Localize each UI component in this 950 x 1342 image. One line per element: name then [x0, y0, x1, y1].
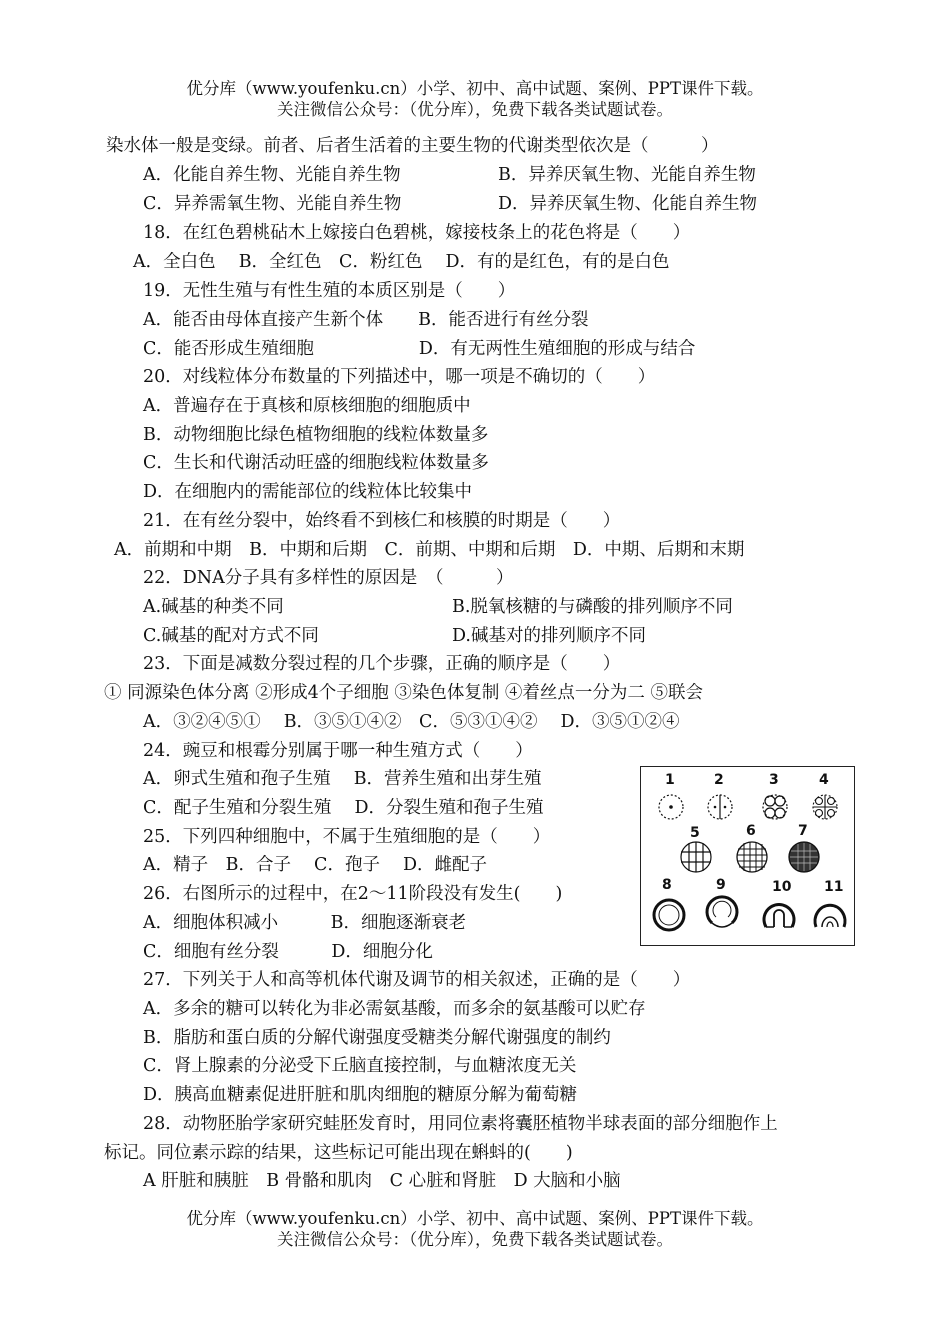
q27-option-b: B．脂肪和蛋白质的分解代谢强度受糖类分解代谢强度的制约 [143, 1028, 611, 1048]
q25-stem: 25．下列四种细胞中，不属于生殖细胞的是（ ） [143, 827, 551, 847]
q19-options-ab: A．能否由母体直接产生新个体 B．能否进行有丝分裂 [143, 310, 589, 330]
q27-option-c: C．肾上腺素的分泌受下丘脑直接控制，与血糖浓度无关 [143, 1056, 577, 1076]
q22-stem: 22．DNA分子具有多样性的原因是 （ ） [143, 568, 514, 588]
stage-10-gastrula [764, 905, 794, 927]
q17-stem-continuation: 染水体一般是变绿。前者、后者生活着的主要生物的代谢类型依次是（ ） [106, 136, 719, 156]
q28-options: A 肝脏和胰脏 B 骨骼和肌肉 C 心脏和肾脏 D 大脑和小脑 [143, 1171, 621, 1191]
stage-8-blastula-ring [654, 900, 684, 930]
q21-stem: 21．在有丝分裂中，始终看不到核仁和核膜的时期是（ ） [143, 511, 621, 531]
header-line-1: 优分库（www.youfenku.cn）小学、初中、高中试题、案例、PPT课件下载。 [186, 79, 764, 98]
stage-label-8: 8 [662, 877, 672, 893]
q27-stem: 27．下列关于人和高等机体代谢及调节的相关叙述，正确的是（ ） [143, 970, 691, 990]
q28-stem-line-1: 28．动物胚胎学家研究蛙胚发育时，用同位素将囊胚植物半球表面的部分细胞作上 [143, 1114, 778, 1134]
q22-option-c: C.碱基的配对方式不同 [143, 626, 319, 646]
embryo-development-figure [640, 766, 855, 946]
stage-9-gastrula [707, 897, 737, 927]
q21-options: A．前期和中期 B．中期和后期 C．前期、中期和后期 D．中期、后期和末期 [114, 540, 745, 560]
embryo-stages-diagram [641, 767, 853, 944]
stage-label-5: 5 [690, 825, 700, 841]
q28-stem-line-2: 标记。同位素示踪的结果，这些标记可能出现在蝌蚪的( ) [104, 1143, 573, 1163]
q27-option-a: A．多余的糖可以转化为非必需氨基酸，而多余的氨基酸可以贮存 [143, 999, 646, 1019]
footer-line-2: 关注微信公众号：（优分库），免费下载各类试题试卷。 [277, 1230, 673, 1249]
stage-label-9: 9 [716, 877, 726, 893]
footer-line-1: 优分库（www.youfenku.cn）小学、初中、高中试题、案例、PPT课件下载。 [186, 1209, 764, 1228]
q26-stem: 26．右图所示的过程中，在2～11阶段没有发生( ) [143, 884, 563, 904]
q22-option-b: B.脱氧核糖的与磷酸的排列顺序不同 [452, 597, 733, 617]
q20-option-a: A．普遍存在于真核和原核细胞的细胞质中 [143, 396, 471, 416]
stage-label-7: 7 [798, 823, 808, 839]
stage-7-late-blastula [789, 842, 819, 872]
q20-option-d: D．在细胞内的需能部位的线粒体比较集中 [143, 482, 473, 502]
stage-label-4: 4 [819, 772, 829, 788]
q24-options-cd: C．配子生殖和分裂生殖 D．分裂生殖和孢子生殖 [143, 798, 544, 818]
q27-option-d: D．胰高血糖素促进肝脏和肌肉细胞的糖原分解为葡萄糖 [143, 1085, 578, 1105]
q18-stem: 18．在红色碧桃砧木上嫁接白色碧桃，嫁接枝条上的花色将是（ ） [143, 223, 691, 243]
stage-label-3: 3 [769, 772, 779, 788]
stage-label-11: 11 [824, 879, 844, 895]
q19-stem: 19．无性生殖与有性生殖的本质区别是（ ） [143, 281, 516, 301]
stage-5-morula [681, 842, 711, 872]
q24-options-ab: A．卵式生殖和孢子生殖 B．营养生殖和出芽生殖 [143, 769, 542, 789]
q23-stem: 23．下面是减数分裂过程的几个步骤，正确的顺序是（ ） [143, 654, 621, 674]
stage-2-two-cell [708, 795, 732, 819]
q25-options: A．精子 B．合子 C．孢子 D．雌配子 [143, 855, 488, 875]
stage-6-blastula [737, 842, 767, 872]
header-line-2: 关注微信公众号：（优分库），免费下载各类试题试卷。 [277, 100, 673, 119]
q24-stem: 24．豌豆和根霉分别属于哪一种生殖方式（ ） [143, 741, 533, 761]
q20-option-b: B．动物细胞比绿色植物细胞的线粒体数量多 [143, 425, 489, 445]
q26-options-ab: A．细胞体积减小 B．细胞逐渐衰老 [143, 913, 466, 933]
q22-option-d: D.碱基对的排列顺序不同 [452, 626, 646, 646]
q18-options: A．全白色 B．全红色 C．粉红色 D．有的是红色，有的是白色 [133, 252, 670, 272]
q23-steps: ① 同源染色体分离 ②形成4个子细胞 ③染色体复制 ④着丝点一分为二 ⑤联会 [104, 683, 703, 703]
stage-label-6: 6 [746, 823, 756, 839]
q17-option-b: B．异养厌氧生物、光能自养生物 [498, 165, 756, 185]
stage-4-morula [813, 795, 837, 819]
q26-options-cd: C．细胞有丝分裂 D．细胞分化 [143, 942, 433, 962]
q17-option-d: D．异养厌氧生物、化能自养生物 [498, 194, 758, 214]
stage-label-1: 1 [665, 772, 675, 788]
stage-3-eight-cell [763, 795, 787, 819]
stage-label-2: 2 [714, 772, 724, 788]
stage-label-10: 10 [772, 879, 792, 895]
stage-11-neurula [815, 905, 845, 927]
q20-option-c: C．生长和代谢活动旺盛的细胞线粒体数量多 [143, 453, 489, 473]
q19-options-cd: C．能否形成生殖细胞 D．有无两性生殖细胞的形成与结合 [143, 339, 696, 359]
q20-stem: 20．对线粒体分布数量的下列描述中，哪一项是不确切的（ ） [143, 367, 656, 387]
stage-1-zygote [659, 795, 683, 819]
q17-option-a: A．化能自养生物、光能自养生物 [143, 165, 401, 185]
q17-option-c: C．异养需氧生物、光能自养生物 [143, 194, 402, 214]
q22-option-a: A.碱基的种类不同 [143, 597, 284, 617]
q23-options: A．③②④⑤① B．③⑤①④② C．⑤③①④② D．③⑤①②④ [143, 712, 680, 732]
